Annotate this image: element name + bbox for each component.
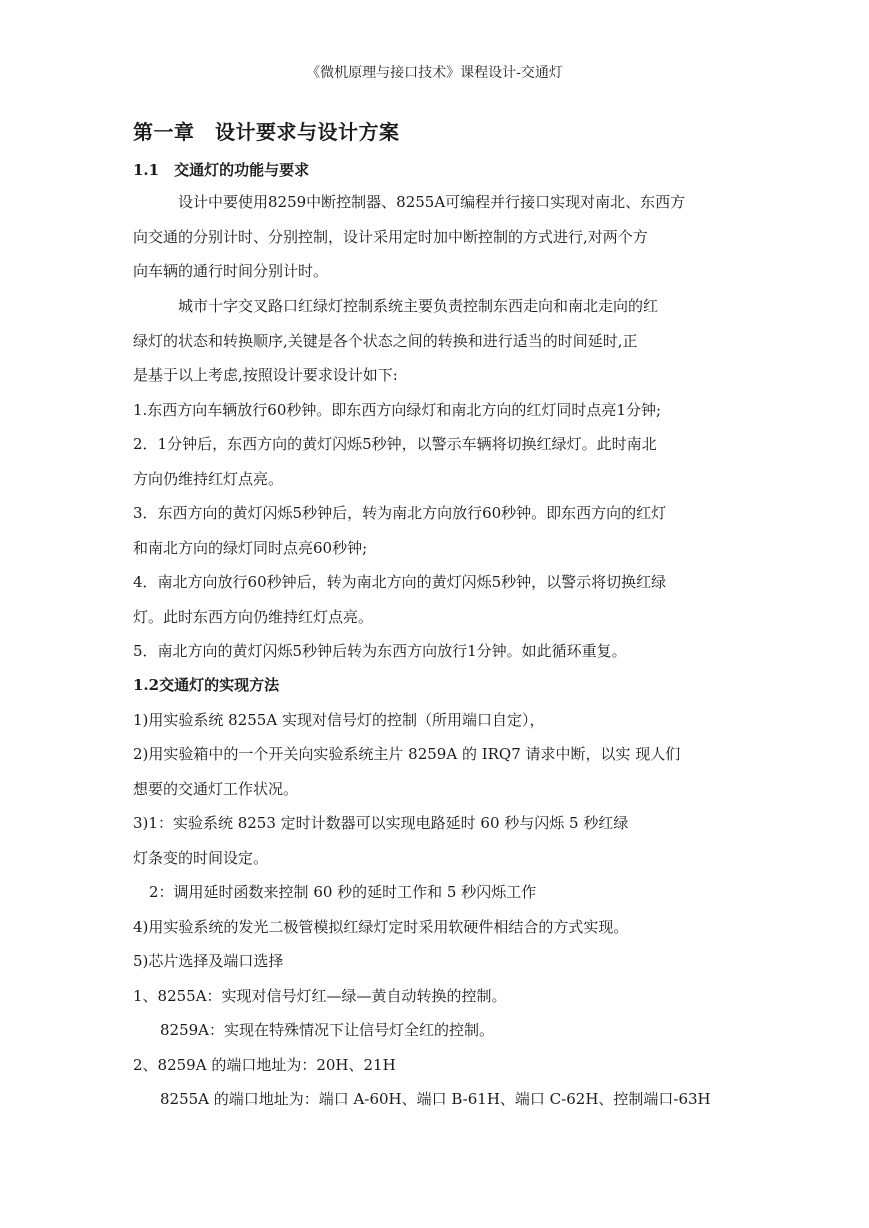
paragraph-line: 设计中要使用8259中断控制器、8255A可编程并行接口实现对南北、东西方 <box>178 193 686 211</box>
paragraph-line: 1)用实验系统 8255A 实现对信号灯的控制（所用端口自定）， <box>133 711 545 729</box>
paragraph-line: 4)用实验系统的发光二极管模拟红绿灯定时采用软硬件相结合的方式实现。 <box>133 918 629 936</box>
list-item: 2．1分钟后，东西方向的黄灯闪烁5秒钟，以警示车辆将切换红绿灯。此时南北 <box>133 435 657 453</box>
paragraph-line: 绿灯的状态和转换顺序,关键是各个状态之间的转换和进行适当的时间延时,正 <box>133 332 638 350</box>
list-item: 和南北方向的绿灯同时点亮60秒钟; <box>133 539 368 557</box>
paragraph-line: 2：调用延时函数来控制 60 秒的延时工作和 5 秒闪烁工作 <box>149 883 537 901</box>
section-heading: 1.2交通灯的实现方法 <box>133 676 280 694</box>
list-item: 4．南北方向放行60秒钟后，转为南北方向的黄灯闪烁5秒钟，以警示将切换红绿 <box>133 573 667 591</box>
paragraph-line: 2、8259A 的端口地址为：20H、21H <box>133 1056 396 1074</box>
paragraph-line: 1、8255A：实现对信号灯红—绿—黄自动转换的控制。 <box>133 987 507 1005</box>
paragraph-line: 向交通的分别计时、分别控制，设计采用定时加中断控制的方式进行,对两个方 <box>133 228 648 246</box>
list-item: 灯。此时东西方向仍维持红灯点亮。 <box>133 608 374 626</box>
paragraph-line: 8259A：实现在特殊情况下让信号灯全红的控制。 <box>160 1021 495 1039</box>
paragraph-line: 2)用实验箱中的一个开关向实验系统主片 8259A 的 IRQ7 请求中断，以实 现人们 <box>133 745 681 763</box>
paragraph-line: 8255A 的端口地址为：端口 A-60H、端口 B-61H、端口 C-62H、控制端口-63H <box>160 1090 711 1108</box>
list-item: 1.东西方向车辆放行60秒钟。即东西方向绿灯和南北方向的红灯同时点亮1分钟; <box>133 401 661 419</box>
list-item: 方向仍维持红灯点亮。 <box>133 470 284 488</box>
paragraph-line: 城市十字交叉路口红绿灯控制系统主要负责控制东西走向和南北走向的红 <box>178 297 659 315</box>
paragraph-line: 3)1：实验系统 8253 定时计数器可以实现电路延时 60 秒与闪烁 5 秒红绿 <box>133 814 629 832</box>
list-item: 3．东西方向的黄灯闪烁5秒钟后，转为南北方向放行60秒钟。即东西方向的红灯 <box>133 504 667 522</box>
paragraph-line: 想要的交通灯工作状况。 <box>133 780 299 798</box>
paragraph-line: 向车辆的通行时间分别计时。 <box>133 262 329 280</box>
paragraph-line: 灯条变的时间设定。 <box>133 849 269 867</box>
chapter-title: 第一章 设计要求与设计方案 <box>133 120 400 144</box>
list-item: 5．南北方向的黄灯闪烁5秒钟后转为东西方向放行1分钟。如此循环重复。 <box>133 642 627 660</box>
section-heading: 1.1 交通灯的功能与要求 <box>133 161 310 179</box>
paragraph-line: 是基于以上考虑,按照设计要求设计如下: <box>133 366 398 384</box>
paragraph-line: 5)芯片选择及端口选择 <box>133 952 284 970</box>
page-header: 《微机原理与接口技术》课程设计-交通灯 <box>306 65 563 81</box>
